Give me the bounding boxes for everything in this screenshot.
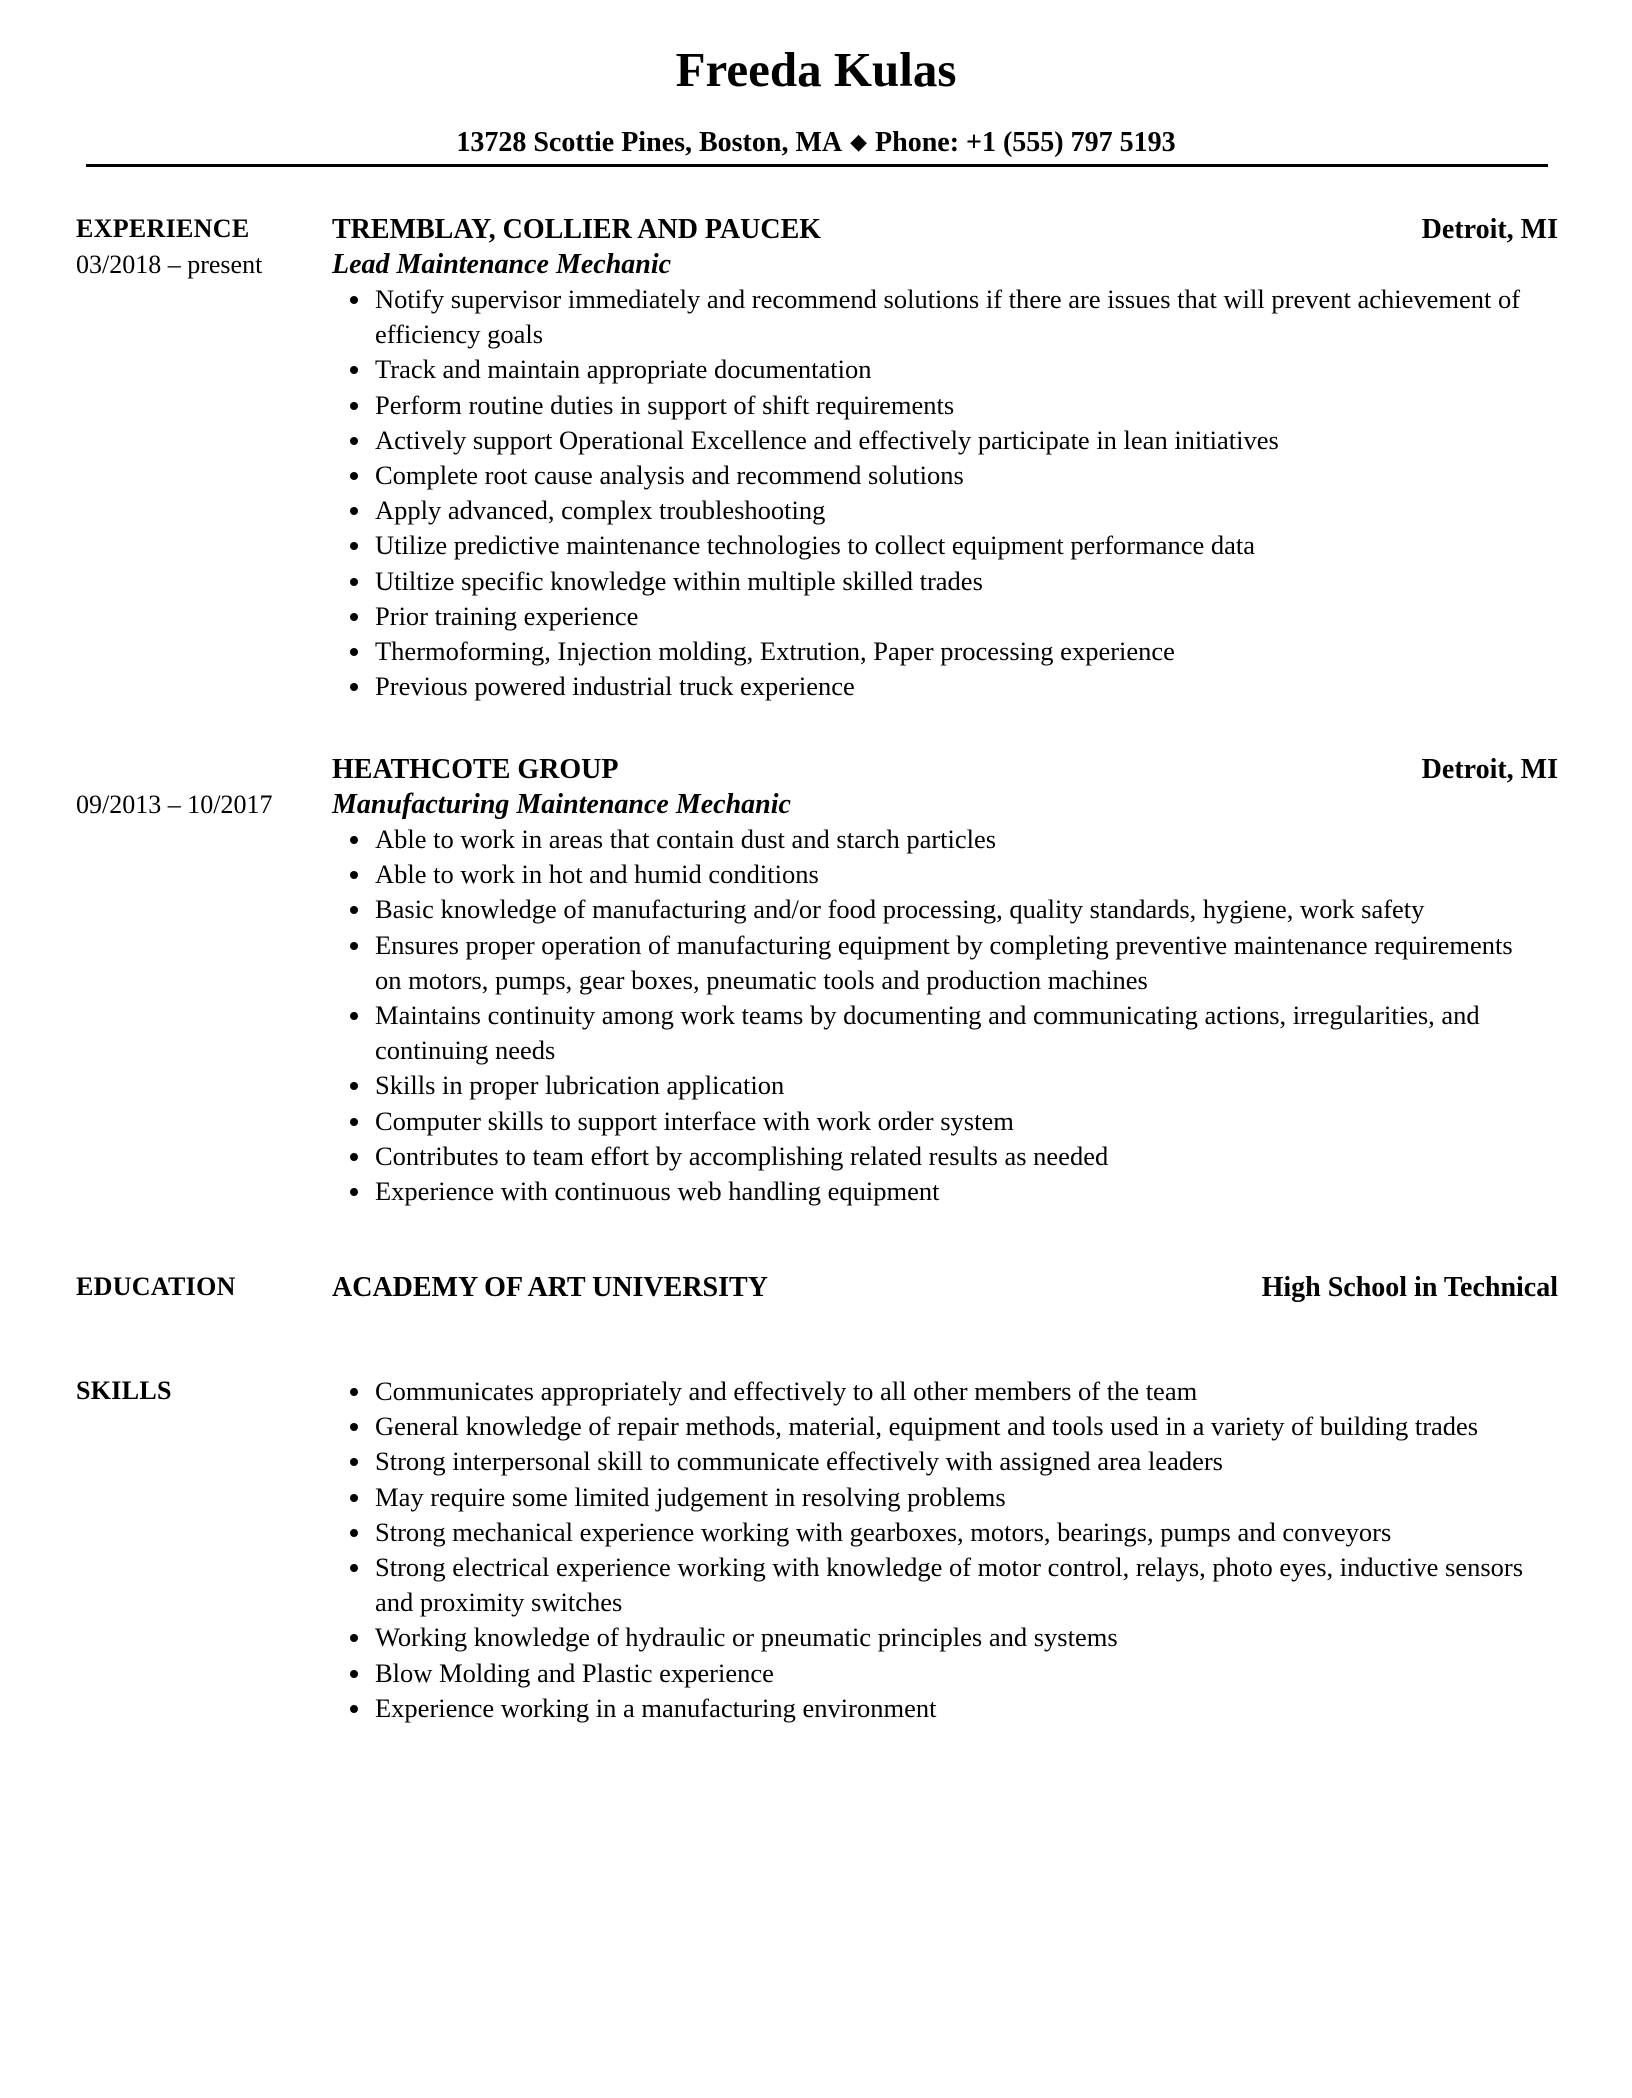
list-item: Strong mechanical experience working with gearboxes, motors, bearings, pumps and conveyors	[332, 1515, 1558, 1550]
section-label-skills: SKILLS	[76, 1376, 172, 1405]
skills-list	[332, 1374, 1558, 1726]
list-item: Perform routine duties in support of shift requirements	[332, 388, 1558, 423]
company-name: HEATHCOTE GROUP	[332, 754, 619, 785]
list-item: Actively support Operational Excellence and effectively participate in lean initiatives	[332, 423, 1558, 458]
job-bullets-2	[332, 822, 1558, 1209]
education-entry	[332, 1270, 1558, 1305]
job-dates-1: 03/2018 – present	[76, 250, 263, 279]
diamond-separator-icon: ◆	[850, 129, 868, 154]
candidate-name: Freeda Kulas	[675, 42, 957, 97]
list-item: Track and maintain appropriate documentation	[332, 352, 1558, 387]
list-item: Complete root cause analysis and recommend solutions	[332, 458, 1558, 493]
list-item: Basic knowledge of manufacturing and/or food processing, quality standards, hygiene, work safety	[332, 892, 1558, 927]
job-bullets-1	[332, 282, 1558, 704]
list-item: Communicates appropriately and effectively to all other members of the team	[332, 1374, 1558, 1409]
list-item: Strong interpersonal skill to communicate effectively with assigned area leaders	[332, 1444, 1558, 1479]
address: 13728 Scottie Pines, Boston, MA	[456, 127, 843, 158]
list-item: Experience working in a manufacturing environment	[332, 1691, 1558, 1726]
job-title: Manufacturing Maintenance Mechanic	[332, 789, 791, 820]
list-item: Able to work in areas that contain dust and starch particles	[332, 822, 1558, 857]
list-item: Skills in proper lubrication application	[332, 1068, 1558, 1103]
job-header-2	[332, 752, 1558, 787]
list-item: Apply advanced, complex troubleshooting	[332, 493, 1558, 528]
contact-line	[0, 124, 1632, 161]
list-item: Able to work in hot and humid conditions	[332, 857, 1558, 892]
list-item: Utilize predictive maintenance technologies to collect equipment performance data	[332, 528, 1558, 563]
company-name: TREMBLAY, COLLIER AND PAUCEK	[332, 214, 822, 245]
list-item: Contributes to team effort by accomplishing related results as needed	[332, 1139, 1558, 1174]
job-dates-2: 09/2013 – 10/2017	[76, 790, 273, 819]
list-item: Previous powered industrial truck experience	[332, 669, 1558, 704]
list-item: Thermoforming, Injection molding, Extrution, Paper processing experience	[332, 634, 1558, 669]
job-location: Detroit, MI	[1421, 754, 1558, 785]
list-item: Prior training experience	[332, 599, 1558, 634]
list-item: Working knowledge of hydraulic or pneumatic principles and systems	[332, 1620, 1558, 1655]
list-item: Strong electrical experience working with knowledge of motor control, relays, photo eyes, inductive sensors and proximity switches	[332, 1550, 1558, 1620]
school-name: ACADEMY OF ART UNIVERSITY	[332, 1272, 768, 1303]
section-label-education: EDUCATION	[76, 1272, 236, 1301]
list-item: Maintains continuity among work teams by documenting and communicating actions, irregularities, and continuing needs	[332, 998, 1558, 1068]
degree: High School in Technical	[1261, 1272, 1558, 1303]
list-item: Experience with continuous web handling equipment	[332, 1174, 1558, 1209]
job-header-1	[332, 212, 1558, 247]
skills-entry	[332, 1374, 1558, 1726]
list-item: Computer skills to support interface with work order system	[332, 1104, 1558, 1139]
job-entry-1	[332, 212, 1558, 704]
job-location: Detroit, MI	[1421, 214, 1558, 245]
list-item: General knowledge of repair methods, material, equipment and tools used in a variety of building trades	[332, 1409, 1558, 1444]
education-row	[332, 1270, 1558, 1305]
list-item: Ensures proper operation of manufacturing equipment by completing preventive maintenance requirements on motors, pumps, gear boxes, pneumatic tools and production machines	[332, 928, 1558, 998]
phone: Phone: +1 (555) 797 5193	[875, 127, 1176, 158]
list-item: Notify supervisor immediately and recommend solutions if there are issues that will prevent achievement of efficiency goals	[332, 282, 1558, 352]
section-label-experience: EXPERIENCE	[76, 214, 250, 243]
list-item: May require some limited judgement in resolving problems	[332, 1480, 1558, 1515]
header-divider	[86, 164, 1548, 167]
list-item: Blow Molding and Plastic experience	[332, 1656, 1558, 1691]
job-title: Lead Maintenance Mechanic	[332, 249, 672, 280]
job-entry-2	[332, 752, 1558, 1209]
list-item: Utiltize specific knowledge within multiple skilled trades	[332, 564, 1558, 599]
